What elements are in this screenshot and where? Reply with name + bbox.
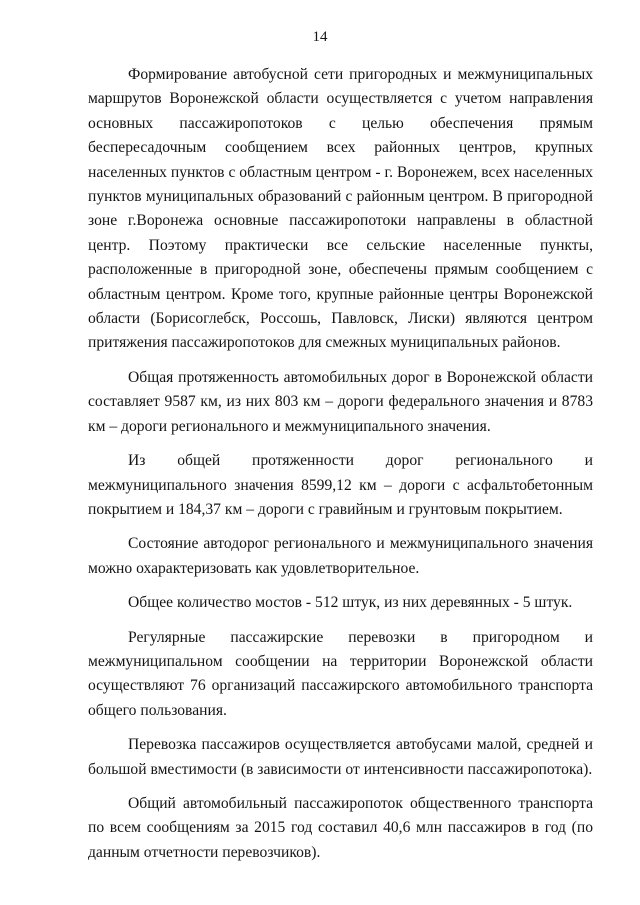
paragraph-road-length: Общая протяженность автомобильных дорог в Воронежской области составляет 9587 км, из них 803 км – дороги федерального значения и 8783 км – дороги регионального и межмуниципального значения. — [88, 368, 593, 435]
paragraph-carriers: Регулярные пассажирские перевозки в пригородном и межмуниципальном сообщении на территории Воронежской области осуществляют 76 организаций пассажирского автомобильного транспорта общего пользования. — [88, 628, 593, 719]
paragraph-road-condition: Состояние автодорог регионального и межмуниципального значения можно охарактеризовать как удовлетворительное. — [88, 535, 593, 577]
page-number: 14 — [312, 29, 328, 45]
paragraph-bus-network: Формирование автобусной сети пригородных и межмуниципальных маршрутов Воронежской области осуществляется с учетом направления основных пассажиропотоков с целью обеспечения прямым беспересадочным сообщением всех районных центров, крупных населенных пунктов с областным центром - г. Воронежем, всех населенных пунктов муниципальных образований с районным центром. В пригородной зоне г.Воронежа основные пассажиропотоки направлены в областной центр. Поэтому практически все сельские населенные пункты, расположенные в пригородной зоне, обеспечены прямым сообщением с областным центром. Кроме того, крупные районные центры Воронежской области (Борисоглебск, Россошь, Павловск, Лиски) являются центром притяжения пассажиропотоков для смежных муниципальных районов. — [88, 66, 593, 352]
paragraph-bus-capacity: Перевозка пассажиров осуществляется автобусами малой, средней и большой вместимости (в зависимости от интенсивности пассажиропотока). — [88, 736, 593, 778]
paragraph-passenger-flow: Общий автомобильный пассажиропоток общественного транспорта по всем сообщениям за 2015 год составил 40,6 млн пассажиров в год (по данным отчетности перевозчиков). — [88, 794, 593, 861]
paragraph-bridges: Общее количество мостов - 512 штук, из них деревянных - 5 штук. — [128, 594, 573, 612]
paragraph-road-surface: Из общей протяженности дорог регионального и межмуниципального значения 8599,12 км – дороги с асфальтобетонным покрытием и 184,37 км – дороги с гравийным и грунтовым покрытием. — [88, 452, 593, 518]
document-body — [88, 63, 593, 865]
